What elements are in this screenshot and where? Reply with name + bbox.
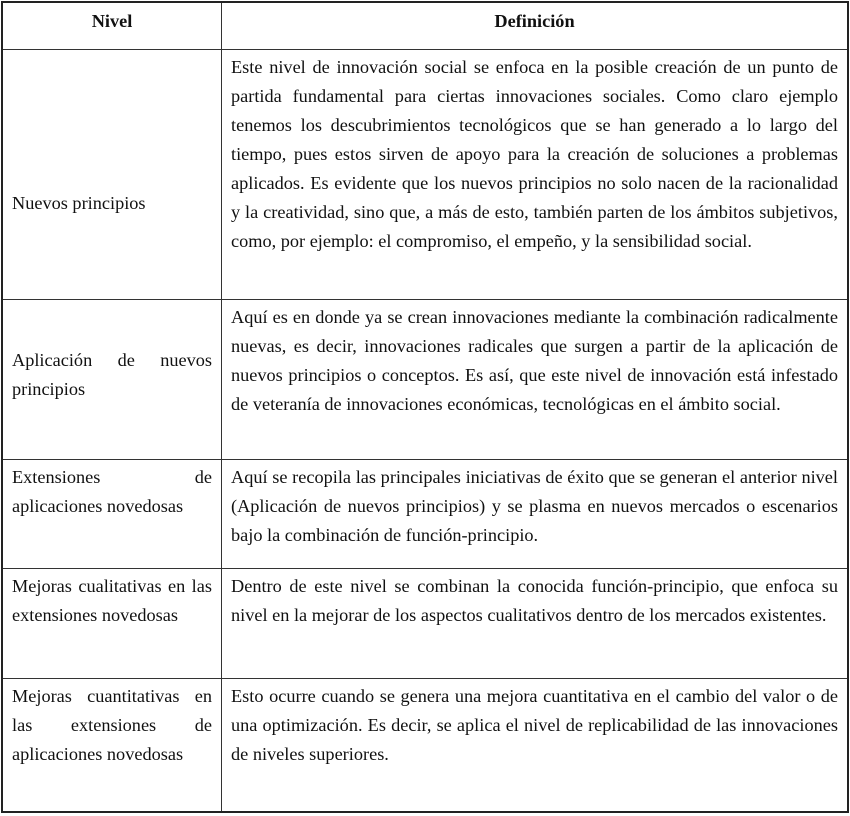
level-cell: Extensiones de aplicaciones novedosas xyxy=(2,460,222,569)
header-definicion: Definición xyxy=(222,2,849,50)
table-row xyxy=(2,460,848,569)
definition-cell: Esto ocurre cuando se genera una mejora cuantitativa en el cambio del valor o de una optimización. Es decir, se aplica el nivel de replicabilidad de las innovaciones de niveles superiores. xyxy=(222,679,849,812)
innovation-levels-table xyxy=(1,1,849,813)
table-row xyxy=(2,569,848,679)
level-cell: Nuevos principios xyxy=(2,50,222,300)
definition-cell: Aquí es en donde ya se crean innovaciones mediante la combinación radicalmente nuevas, es decir, innovaciones radicales que surgen a partir de la aplicación de nuevos principios o conceptos. Es así, que este nivel de innovación está infestado de veteranía de innovaciones económicas, tecnológicas en el ámbito social. xyxy=(222,300,849,460)
definition-cell: Dentro de este nivel se combinan la conocida función-principio, que enfoca su nivel en la mejorar de los aspectos cualitativos dentro de los mercados existentes. xyxy=(222,569,849,679)
definition-cell: Aquí se recopila las principales iniciativas de éxito que se generan el anterior nivel (Aplicación de nuevos principios) y se plasma en nuevos mercados o escenarios bajo la combinación de función-principio. xyxy=(222,460,849,569)
level-cell: Mejoras cuantitativas en las extensiones de aplicaciones novedosas xyxy=(2,679,222,812)
definition-cell: Este nivel de innovación social se enfoca en la posible creación de un punto de partida fundamental para ciertas innovaciones sociales. Como claro ejemplo tenemos los descubrimientos tecnológicos que se han generado a lo largo del tiempo, pues estos sirven de apoyo para la creación de soluciones a problemas aplicados. Es evidente que los nuevos principios no solo nacen de la racionalidad y la creatividad, sino que, a más de esto, también parten de los ámbitos subjetivos, como, por ejemplo: el compromiso, el empeño, y la sensibilidad social. xyxy=(222,50,849,300)
table-row xyxy=(2,679,848,812)
table-header-row xyxy=(2,2,848,50)
header-nivel: Nivel xyxy=(2,2,222,50)
table-row xyxy=(2,50,848,300)
level-cell: Mejoras cualitativas en las extensiones novedosas xyxy=(2,569,222,679)
table-row xyxy=(2,300,848,460)
level-cell: Aplicación de nuevos principios xyxy=(2,300,222,460)
